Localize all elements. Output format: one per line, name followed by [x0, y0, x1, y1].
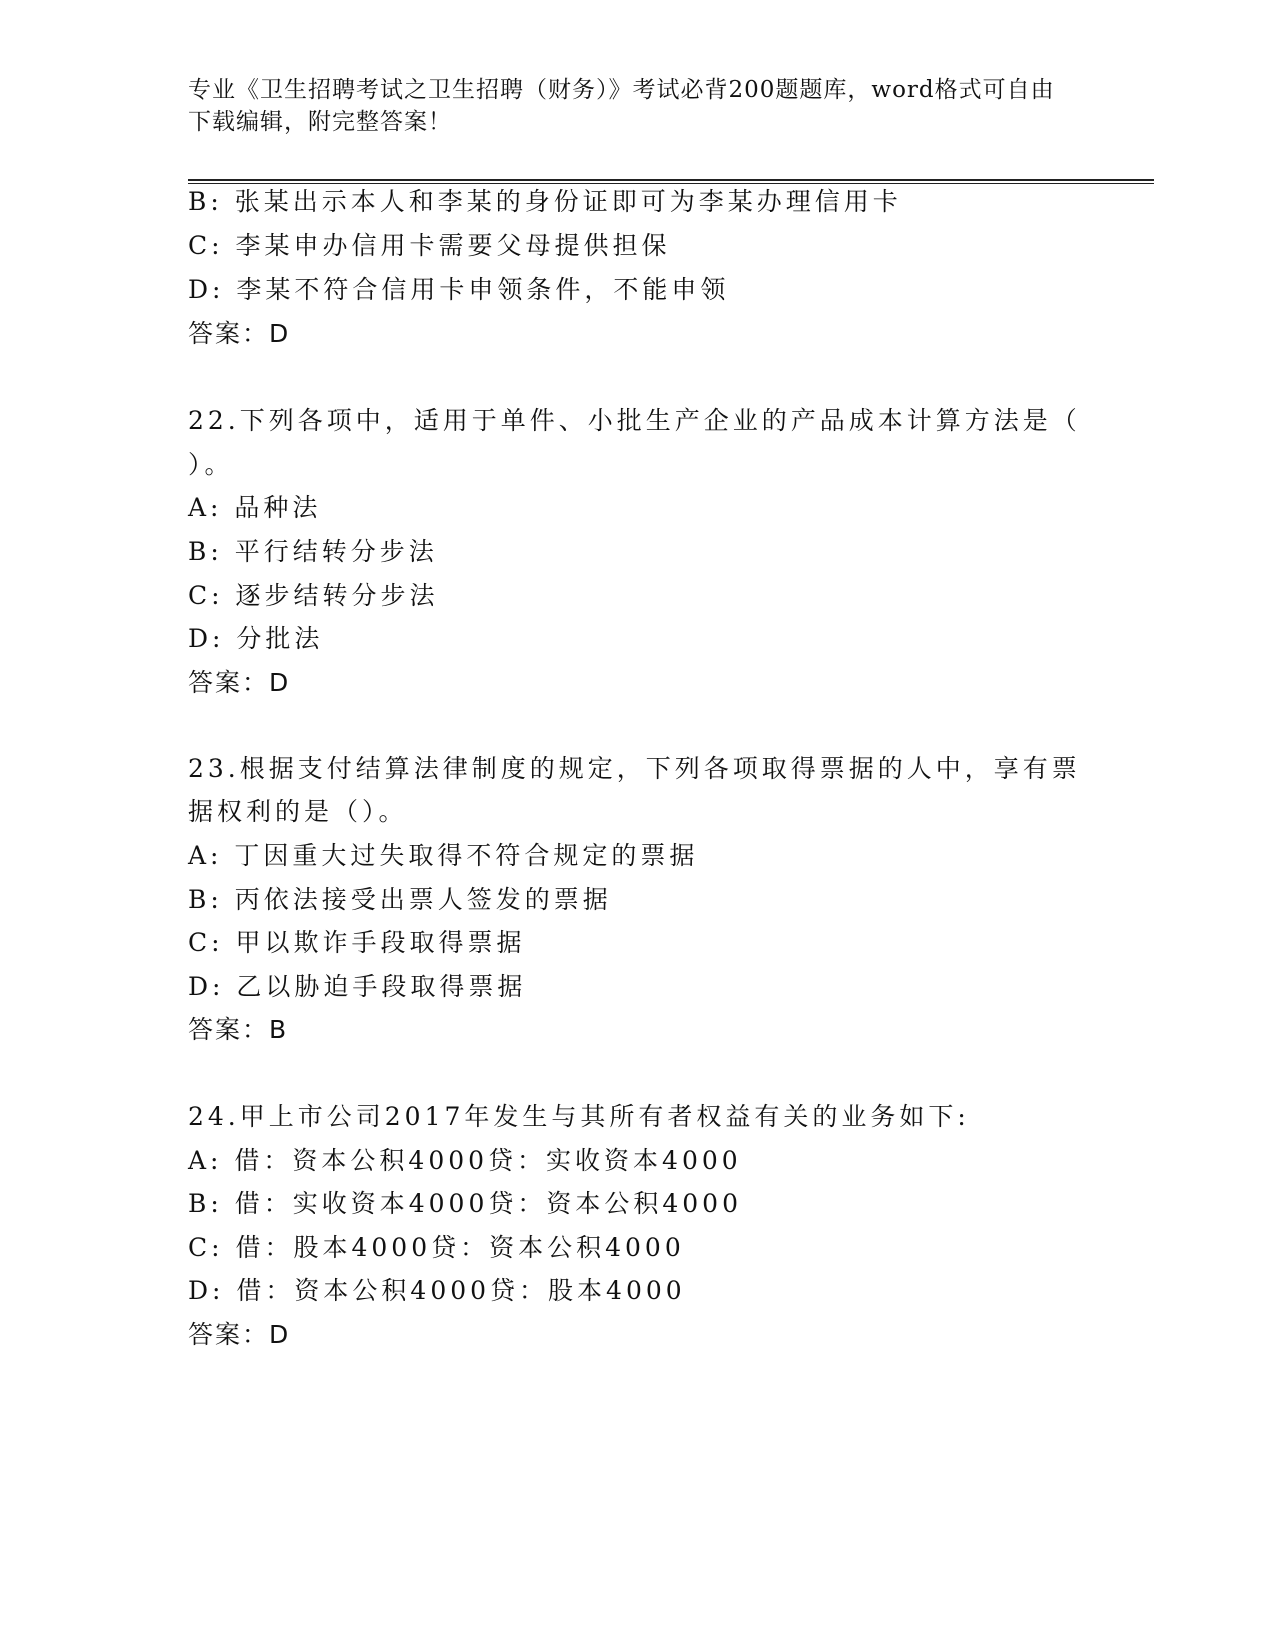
answer: 答案：D — [188, 1320, 291, 1349]
option-d: D: 乙以胁迫手段取得票据 — [188, 972, 527, 1001]
option-c: C: 逐步结转分步法 — [188, 581, 439, 610]
option-a: A: 丁因重大过失取得不符合规定的票据 — [188, 841, 699, 870]
question-22-stem-cont: ）。 — [188, 450, 234, 479]
answer: 答案：B — [188, 1015, 289, 1044]
question-22-stem: 22.下列各项中，适用于单件、小批生产企业的产品成本计算方法是（ — [188, 406, 1081, 435]
document-page — [188, 0, 1148, 1650]
option-d: D: 分批法 — [188, 624, 324, 653]
option-c: C: 借：股本4000贷：资本公积4000 — [188, 1233, 685, 1262]
option-c: C: 李某申办信用卡需要父母提供担保 — [188, 231, 671, 260]
option-b: B: 借：实收资本4000贷：资本公积4000 — [188, 1189, 742, 1218]
option-b: B: 张某出示本人和李某的身份证即可为李某办理信用卡 — [188, 187, 902, 216]
option-a: A: 借：资本公积4000贷：实收资本4000 — [188, 1146, 742, 1175]
question-23-stem: 23.根据支付结算法律制度的规定，下列各项取得票据的人中，享有票 — [188, 754, 1081, 783]
question-23-stem-cont: 据权利的是（）。 — [188, 797, 408, 826]
document-header: 专业《卫生招聘考试之卫生招聘（财务）》考试必背200题题库，word格式可自由下载编辑，附完整答案！ — [188, 77, 1055, 135]
answer: 答案：D — [188, 319, 291, 348]
option-d: D: 李某不符合信用卡申领条件，不能申领 — [188, 275, 730, 304]
answer: 答案：D — [188, 668, 291, 697]
option-d: D: 借：资本公积4000贷：股本4000 — [188, 1276, 686, 1305]
option-c: C: 甲以欺诈手段取得票据 — [188, 928, 526, 957]
option-b: B: 丙依法接受出票人签发的票据 — [188, 885, 612, 914]
question-24-stem: 24.甲上市公司2017年发生与其所有者权益有关的业务如下: — [188, 1102, 970, 1131]
header-divider — [188, 179, 1154, 184]
option-b: B: 平行结转分步法 — [188, 537, 438, 566]
option-a: A: 品种法 — [188, 493, 322, 522]
